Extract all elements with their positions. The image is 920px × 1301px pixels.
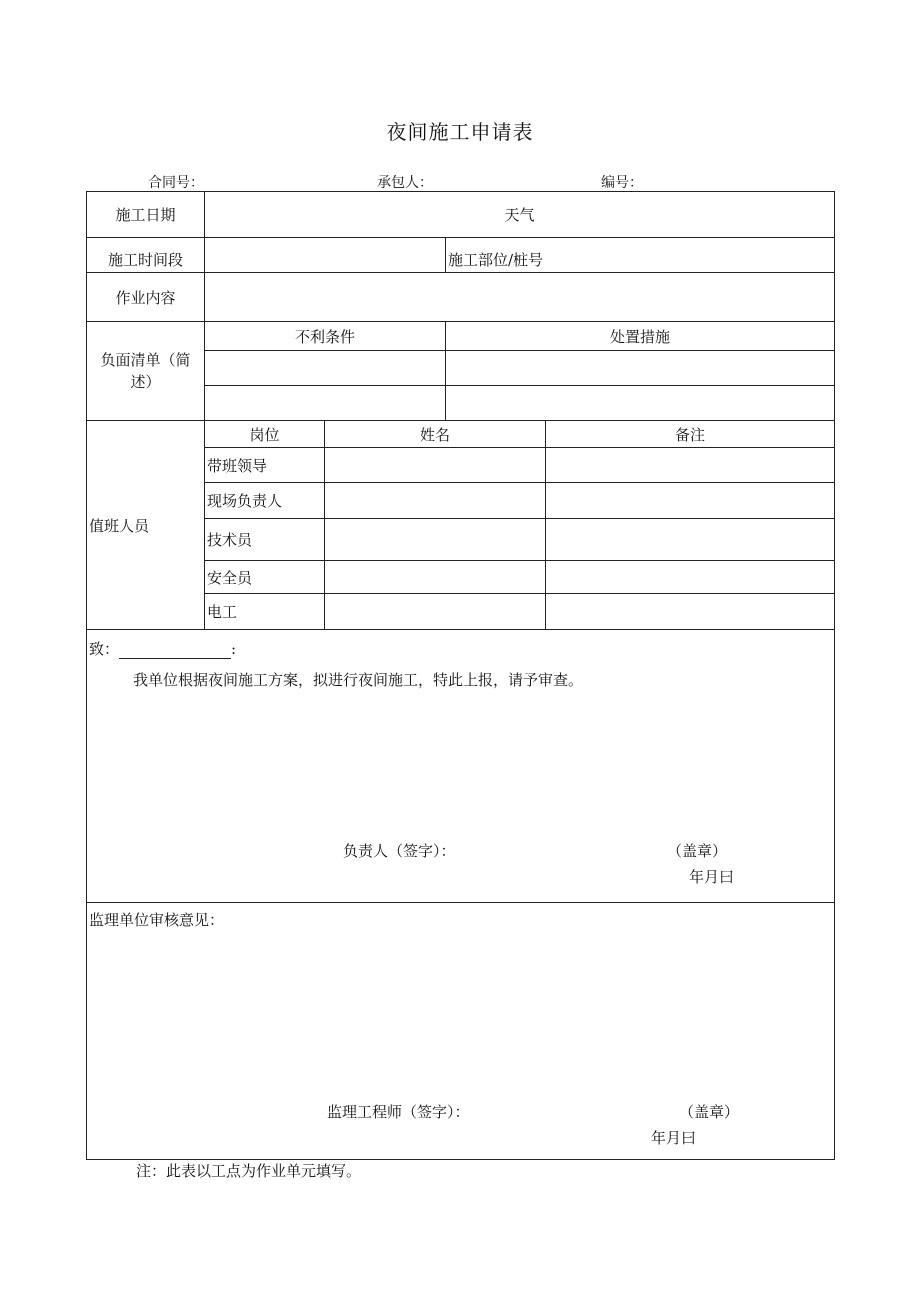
duty-role: 电工 (205, 594, 325, 630)
duty-role: 带班领导 (205, 448, 325, 483)
application-row (87, 630, 835, 903)
weather-label[interactable]: 天气 (205, 192, 835, 238)
addressee-blank[interactable] (119, 644, 231, 659)
footnote: 注：此表以工点为作业单元填写。 (136, 1162, 362, 1180)
application-form-table (86, 191, 835, 1160)
period-field[interactable] (205, 238, 446, 273)
addressee-label: 致： (89, 640, 120, 658)
period-row (87, 238, 835, 273)
supervision-box (87, 903, 834, 1159)
addressee-colon: : (231, 640, 237, 658)
measures-field[interactable] (446, 351, 835, 386)
duty-label: 值班人员 (87, 421, 205, 630)
period-label: 施工时间段 (87, 238, 205, 273)
applicant-seal-label: （盖章） (667, 842, 728, 860)
application-cell[interactable] (87, 630, 835, 903)
adverse-header: 不利条件 (205, 322, 446, 351)
supervisor-date-label: 年月曰 (651, 1129, 697, 1147)
duty-remark-field[interactable] (546, 561, 835, 594)
duty-name-field[interactable] (325, 594, 546, 630)
duty-col-name: 姓名 (325, 421, 546, 448)
duty-remark-field[interactable] (546, 519, 835, 561)
form-title: 夜间施工申请表 (386, 120, 534, 144)
supervision-row (87, 903, 835, 1160)
duty-col-position: 岗位 (205, 421, 325, 448)
duty-role: 技术员 (205, 519, 325, 561)
content-label: 作业内容 (87, 273, 205, 322)
serial-no-label: 编号： (601, 175, 643, 191)
date-label: 施工日期 (87, 192, 205, 238)
contractor-label: 承包人： (377, 175, 433, 191)
application-body: 我单位根据夜间施工方案，拟进行夜间施工，特此上报，请予审查。 (133, 671, 584, 689)
duty-col-remark: 备注 (546, 421, 835, 448)
supervisor-seal-label: （盖章） (679, 1103, 740, 1121)
content-row (87, 273, 835, 322)
duty-name-field[interactable] (325, 483, 546, 519)
duty-role: 现场负责人 (205, 483, 325, 519)
duty-header-row (87, 421, 835, 448)
measures-header: 处置措施 (446, 322, 835, 351)
duty-role: 安全员 (205, 561, 325, 594)
negative-list-header-row (87, 322, 835, 351)
contract-no-label: 合同号： (148, 175, 204, 191)
duty-name-field[interactable] (325, 561, 546, 594)
supervisor-signature-label: 监理工程师（签字）： (327, 1103, 470, 1121)
applicant-signature-label: 负责人（签字）： (343, 842, 456, 860)
addressee-line (89, 638, 236, 659)
adverse-field[interactable] (205, 386, 446, 421)
application-box (87, 630, 834, 902)
adverse-field[interactable] (205, 351, 446, 386)
measures-field[interactable] (446, 386, 835, 421)
duty-remark-field[interactable] (546, 594, 835, 630)
applicant-date-label: 年月曰 (689, 868, 735, 886)
supervision-opinion-label: 监理单位审核意见： (89, 911, 225, 929)
supervision-cell[interactable] (87, 903, 835, 1160)
duty-name-field[interactable] (325, 448, 546, 483)
content-field[interactable] (205, 273, 835, 322)
duty-remark-field[interactable] (546, 483, 835, 519)
location-label: 施工部位/桩号 (446, 238, 835, 273)
date-row (87, 192, 835, 238)
duty-remark-field[interactable] (546, 448, 835, 483)
duty-name-field[interactable] (325, 519, 546, 561)
negative-list-label: 负面清单（简述） (87, 322, 205, 421)
